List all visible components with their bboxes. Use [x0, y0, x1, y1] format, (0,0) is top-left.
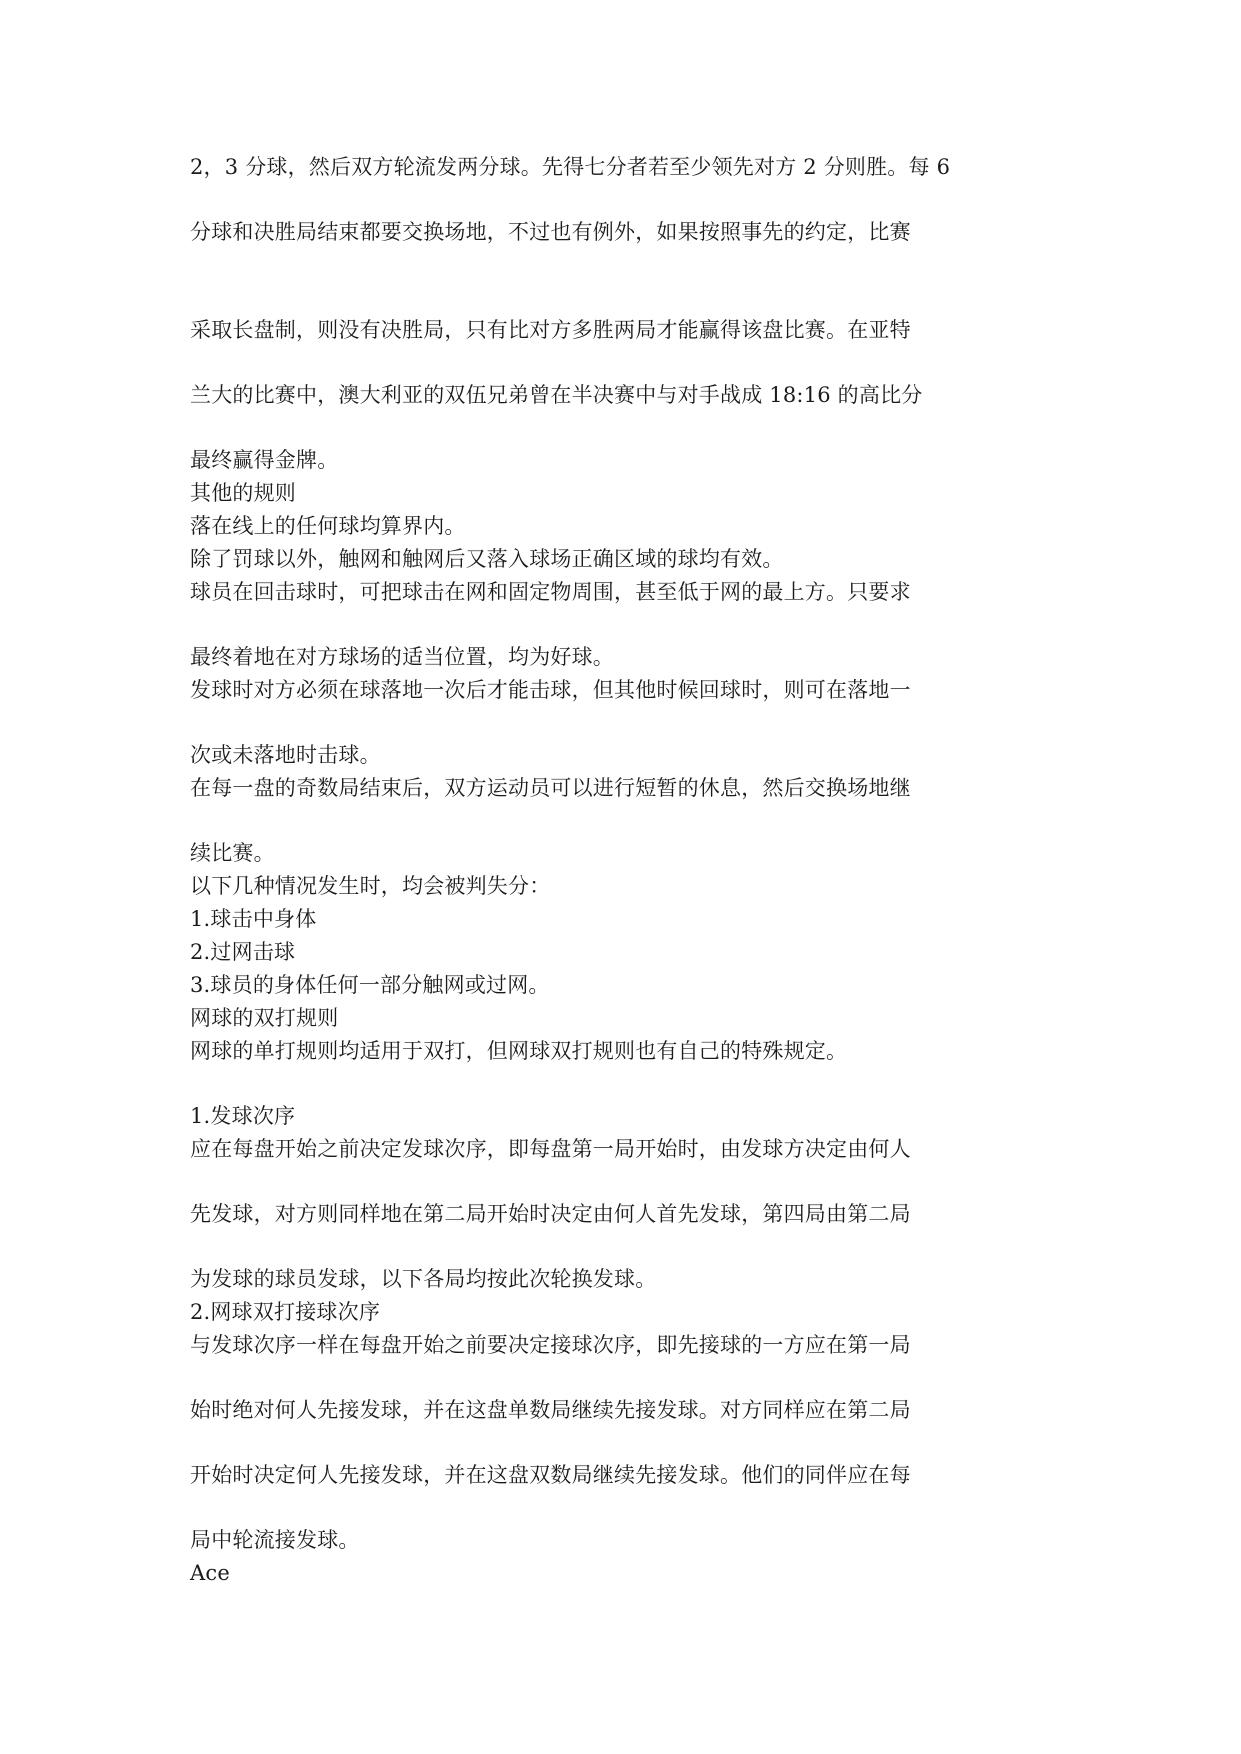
text-line: 2，3 分球，然后双方轮流发两分球。先得七分者若至少领先对方 2 分则胜。每 6 — [190, 155, 951, 179]
subsection-heading: 2.网球双打接球次序 — [190, 1300, 381, 1324]
section-heading: Ace — [190, 1561, 230, 1585]
list-item: 3.球员的身体任何一部分触网或过网。 — [190, 973, 550, 997]
text-line: 最终着地在对方球场的适当位置，均为好球。 — [190, 645, 614, 669]
text-line: 除了罚球以外，触网和触网后又落入球场正确区域的球均有效。 — [190, 547, 784, 571]
list-item: 1.球击中身体 — [190, 907, 317, 931]
text-line: 球员在回击球时，可把球击在网和固定物周围，甚至低于网的最上方。只要求 — [190, 580, 911, 604]
text-line: 先发球，对方则同样地在第二局开始时决定由何人首先发球，第四局由第二局 — [190, 1202, 911, 1226]
text-line: 兰大的比赛中，澳大利亚的双伍兄弟曾在半决赛中与对手战成 18:16 的高比分 — [190, 383, 923, 407]
text-line: 以下几种情况发生时，均会被判失分： — [190, 874, 551, 898]
text-line: 续比赛。 — [190, 841, 275, 865]
text-line: 应在每盘开始之前决定发球次序，即每盘第一局开始时，由发球方决定由何人 — [190, 1137, 911, 1161]
text-line: 次或未落地时击球。 — [190, 743, 381, 767]
text-line: 与发球次序一样在每盘开始之前要决定接球次序，即先接球的一方应在第一局 — [190, 1333, 911, 1357]
text-line: 网球的单打规则均适用于双打，但网球双打规则也有自己的特殊规定。 — [190, 1039, 848, 1063]
text-line: 采取长盘制，则没有决胜局，只有比对方多胜两局才能赢得该盘比赛。在亚特 — [190, 318, 911, 342]
text-line: 发球时对方必须在球落地一次后才能击球，但其他时候回球时，则可在落地一 — [190, 678, 911, 702]
text-line: 落在线上的任何球均算界内。 — [190, 514, 466, 538]
section-heading: 其他的规则 — [190, 481, 296, 505]
text-line: 最终赢得金牌。 — [190, 448, 339, 472]
text-line: 始时绝对何人先接发球，并在这盘单数局继续先接发球。对方同样应在第二局 — [190, 1398, 911, 1422]
text-line: 局中轮流接发球。 — [190, 1528, 360, 1552]
section-heading: 网球的双打规则 — [190, 1006, 339, 1030]
text-line: 分球和决胜局结束都要交换场地，不过也有例外，如果按照事先的约定，比赛 — [190, 220, 911, 244]
text-line: 为发球的球员发球，以下各局均按此次轮换发球。 — [190, 1267, 657, 1291]
subsection-heading: 1.发球次序 — [190, 1104, 296, 1128]
list-item: 2.过网击球 — [190, 940, 296, 964]
text-line: 开始时决定何人先接发球，并在这盘双数局继续先接发球。他们的同伴应在每 — [190, 1463, 911, 1487]
text-line: 在每一盘的奇数局结束后，双方运动员可以进行短暂的休息，然后交换场地继 — [190, 776, 911, 800]
